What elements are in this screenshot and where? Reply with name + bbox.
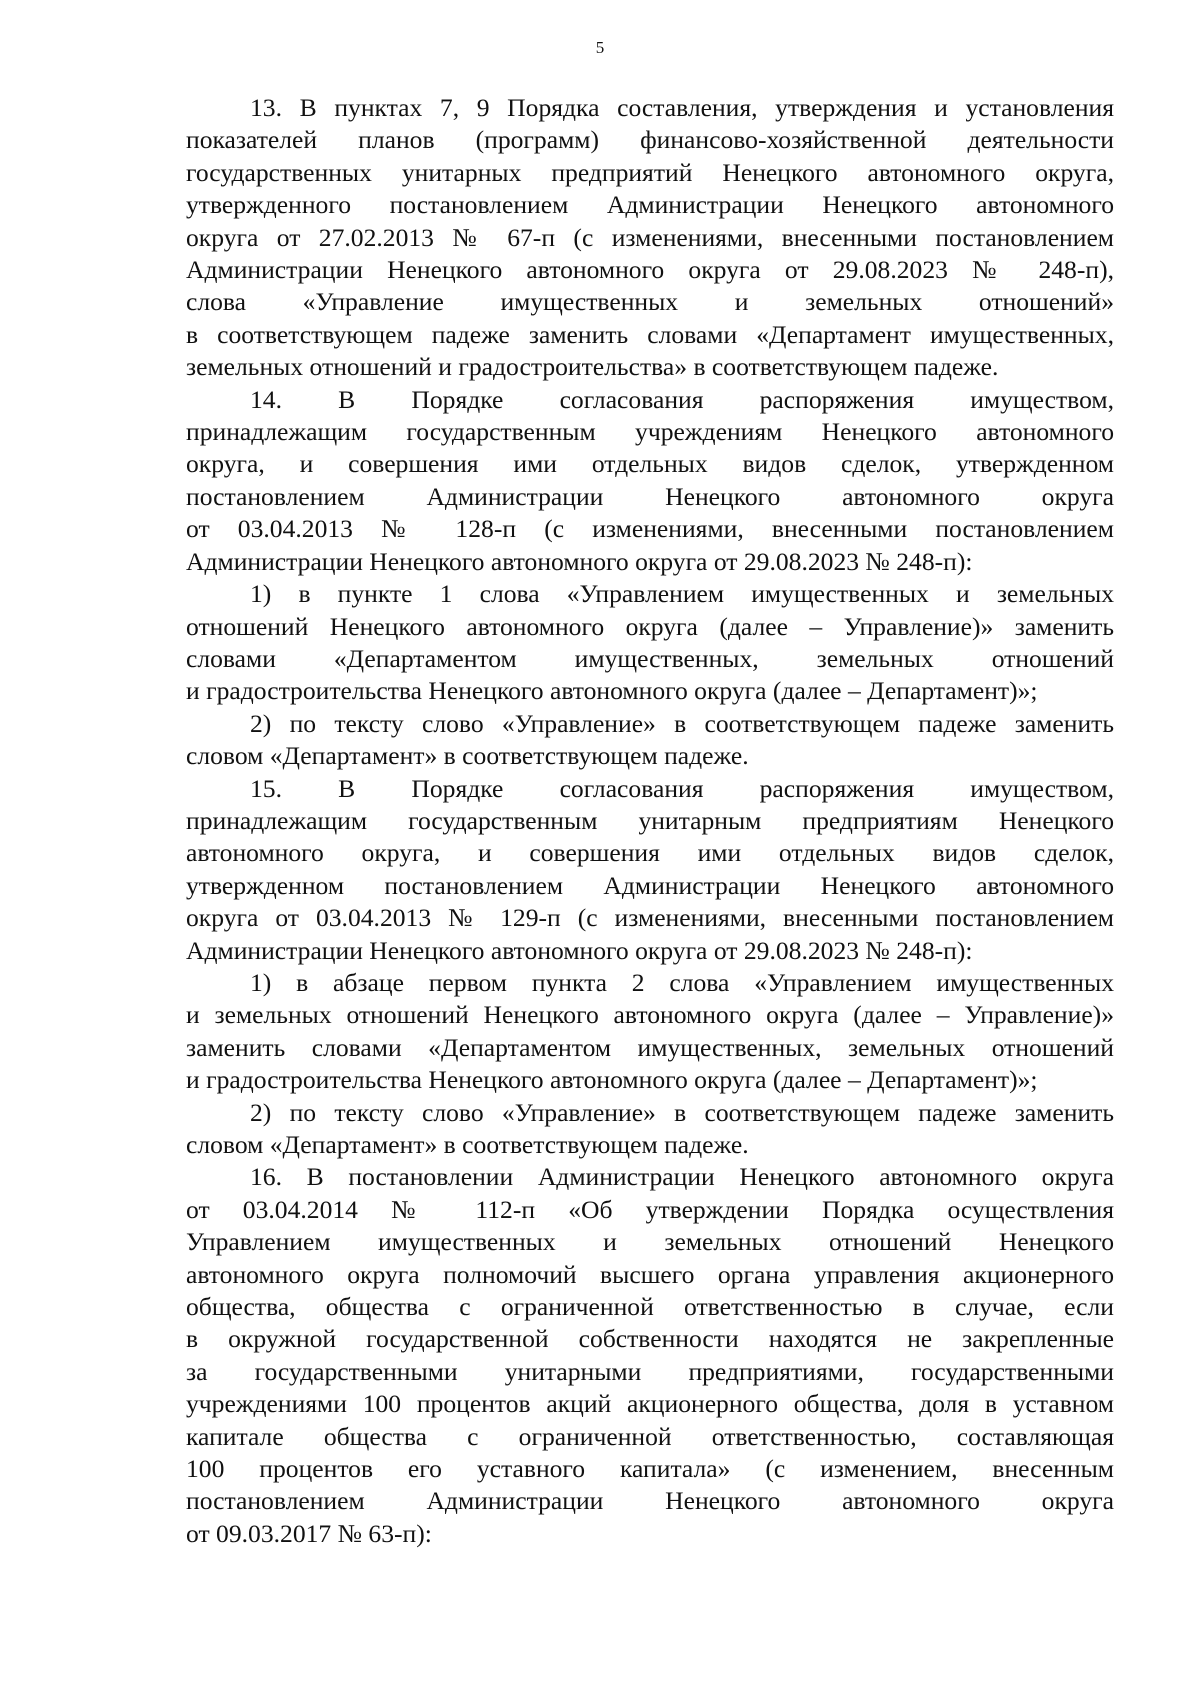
subparagraph-15-2 — [186, 1097, 1114, 1162]
page-number: 5 — [595, 38, 605, 57]
text-line: 16. В постановлении Администрации Ненецкого автономного округа — [250, 1162, 1114, 1192]
text-line: 1) в пункте 1 слова «Управлением имущественных и земельных — [250, 579, 1114, 609]
subparagraph-14-2 — [186, 708, 1114, 773]
text-line: показателей планов (программ) финансово-хозяйственной деятельности — [186, 125, 1114, 155]
text-line: утвержденного постановлением Администрации Ненецкого автономного — [186, 190, 1114, 220]
paragraph-item-16 — [186, 1161, 1114, 1550]
text-line: принадлежащим государственным унитарным предприятиям Ненецкого — [186, 805, 1114, 835]
text-line: округа от 27.02.2013 № 67-п (с изменениями, внесенными постановлением — [186, 222, 1114, 252]
text-line: Администрации Ненецкого автономного округа от 29.08.2023 № 248-п), — [186, 255, 1114, 285]
text-line: округа от 03.04.2013 № 129-п (с изменениями, внесенными постановлением — [186, 903, 1114, 933]
text-line: государственных унитарных предприятий Ненецкого автономного округа, — [186, 157, 1114, 187]
text-line: 2) по тексту слово «Управление» в соответствующем падеже заменить — [250, 1097, 1114, 1127]
paragraph-item-15 — [186, 773, 1114, 967]
text-line: постановлением Администрации Ненецкого автономного округа — [186, 481, 1114, 511]
text-line: 13. В пунктах 7, 9 Порядка составления, утверждения и установления — [250, 93, 1114, 122]
text-line: автономного округа полномочий высшего органа управления акционерного — [186, 1259, 1114, 1289]
text-line: округа, и совершения ими отдельных видов сделок, утвержденном — [186, 449, 1114, 479]
text-line: словом «Департамент» в соответствующем падеже. — [186, 1130, 749, 1159]
text-line: 1) в абзаце первом пункта 2 слова «Управлением имущественных — [250, 967, 1114, 997]
subparagraph-15-1 — [186, 967, 1114, 1097]
text-line: слова «Управление имущественных и земельных отношений» — [186, 287, 1114, 317]
text-line: отношений Ненецкого автономного округа (далее – Управление)» заменить — [186, 611, 1114, 641]
document-body — [186, 92, 1114, 1550]
subparagraph-14-1 — [186, 578, 1114, 708]
paragraph-item-14 — [186, 384, 1114, 578]
text-line: и градостроительства Ненецкого автономного округа (далее – Департамент)»; — [186, 1065, 1038, 1095]
text-line: земельных отношений и градостроительства» в соответствующем падеже. — [186, 352, 999, 382]
text-line: 14. В Порядке согласования распоряжения имуществом, — [250, 384, 1114, 414]
text-line: автономного округа, и совершения ими отдельных видов сделок, — [186, 838, 1114, 868]
text-line: постановлением Администрации Ненецкого автономного округа — [186, 1486, 1114, 1516]
text-line: заменить словами «Департаментом имущественных, земельных отношений — [186, 1032, 1114, 1062]
text-line: и земельных отношений Ненецкого автономного округа (далее – Управление)» — [186, 1000, 1114, 1030]
text-line: от 09.03.2017 № 63-п): — [186, 1518, 432, 1548]
text-line: принадлежащим государственным учреждениям Ненецкого автономного — [186, 417, 1114, 447]
text-line: 2) по тексту слово «Управление» в соответствующем падеже заменить — [250, 708, 1114, 738]
text-line: от 03.04.2014 № 112-п «Об утверждении Порядка осуществления — [186, 1194, 1114, 1224]
text-line: за государственными унитарными предприятиями, государственными — [186, 1356, 1114, 1386]
text-line: от 03.04.2013 № 128-п (с изменениями, внесенными постановлением — [186, 514, 1114, 544]
text-line: 100 процентов его уставного капитала» (с изменением, внесенным — [186, 1454, 1114, 1484]
text-line: Управлением имущественных и земельных отношений Ненецкого — [186, 1227, 1114, 1257]
text-line: капитале общества с ограниченной ответственностью, составляющая — [186, 1421, 1114, 1451]
text-line: словом «Департамент» в соответствующем падеже. — [186, 741, 749, 771]
text-line: 15. В Порядке согласования распоряжения имуществом, — [250, 773, 1114, 803]
text-line: Администрации Ненецкого автономного округа от 29.08.2023 № 248-п): — [186, 546, 973, 576]
paragraph-item-13 — [186, 92, 1114, 384]
text-line: общества, общества с ограниченной ответственностью в случае, если — [186, 1292, 1114, 1322]
text-line: в соответствующем падеже заменить словами «Департамент имущественных, — [186, 319, 1114, 349]
text-line: и градостроительства Ненецкого автономного округа (далее – Департамент)»; — [186, 676, 1038, 706]
text-line: в окружной государственной собственности находятся не закрепленные — [186, 1324, 1114, 1354]
text-line: словами «Департаментом имущественных, земельных отношений — [186, 643, 1114, 673]
text-line: Администрации Ненецкого автономного округа от 29.08.2023 № 248-п): — [186, 935, 973, 965]
text-line: утвержденном постановлением Администрации Ненецкого автономного — [186, 870, 1114, 900]
text-line: учреждениями 100 процентов акций акционерного общества, доля в уставном — [186, 1389, 1114, 1419]
